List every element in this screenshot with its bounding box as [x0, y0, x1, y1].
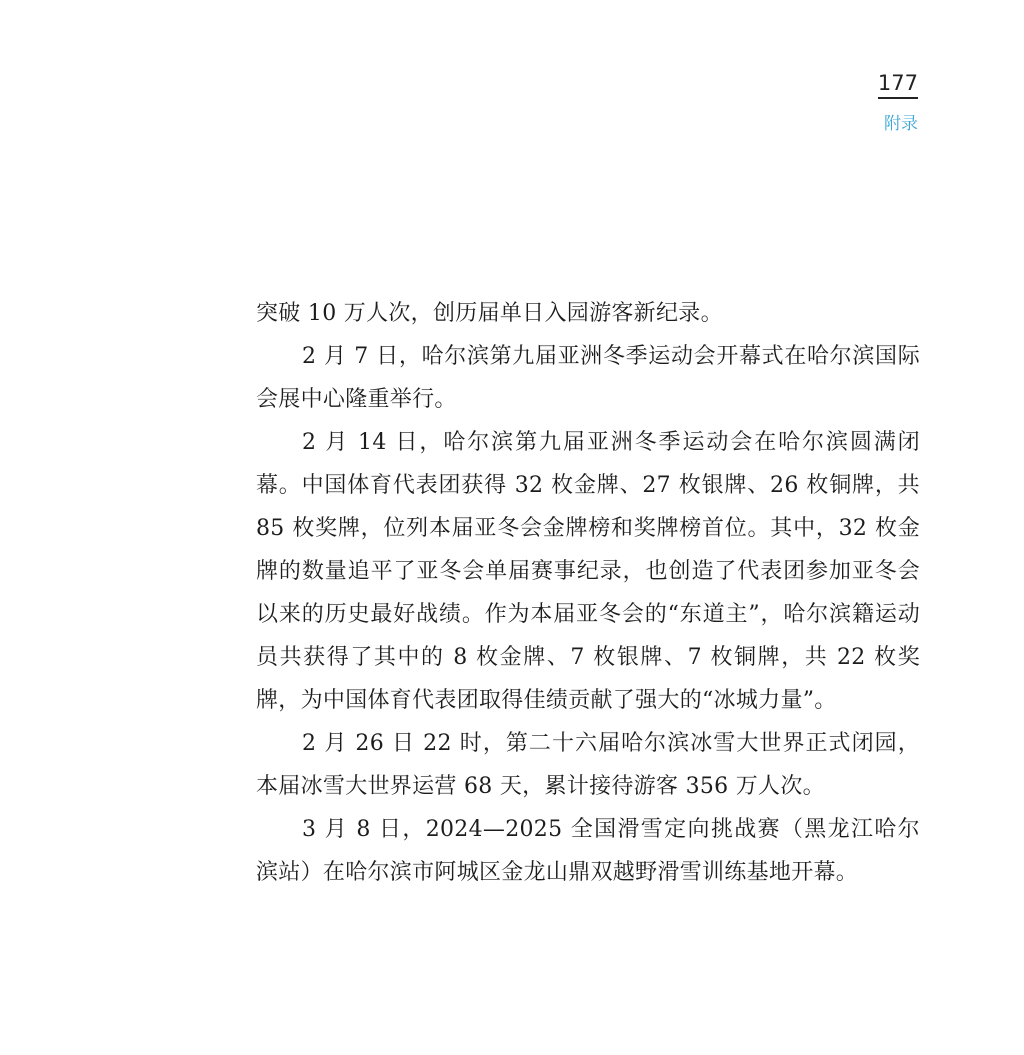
- paragraph-2: 2 月 7 日，哈尔滨第九届亚洲冬季运动会开幕式在哈尔滨国际会展中心隆重举行。: [256, 344, 920, 412]
- section-label: 附录: [884, 114, 918, 134]
- paragraph-1: 突破 10 万人次，创历届单日入园游客新纪录。: [256, 301, 723, 326]
- paragraph-5: 3 月 8 日，2024—2025 全国滑雪定向挑战赛（黑龙江哈尔滨站）在哈尔滨市阿城区金龙山鼎双越野滑雪训练基地开幕。: [256, 817, 920, 885]
- page-number: 177: [878, 70, 918, 99]
- paragraph-3: 2 月 14 日，哈尔滨第九届亚洲冬季运动会在哈尔滨圆满闭幕。中国体育代表团获得 32 枚金牌、27 枚银牌、26 枚铜牌，共 85 枚奖牌，位列本届亚冬会金牌榜和奖牌榜首位。其中，32 枚金牌的数量追平了亚冬会单届赛事纪录，也创造了代表团参加亚冬会以来的历史最好战绩。作为本届亚冬会的“东道主”，哈尔滨籍运动员共获得了其中的 8 枚金牌、7 枚银牌、7 枚铜牌，共 22 枚奖牌，为中国体育代表团取得佳绩贡献了强大的“冰城力量”。: [256, 430, 920, 713]
- paragraph-4: 2 月 26 日 22 时，第二十六届哈尔滨冰雪大世界正式闭园，本届冰雪大世界运营 68 天，累计接待游客 356 万人次。: [256, 731, 920, 799]
- body-text: [256, 292, 920, 894]
